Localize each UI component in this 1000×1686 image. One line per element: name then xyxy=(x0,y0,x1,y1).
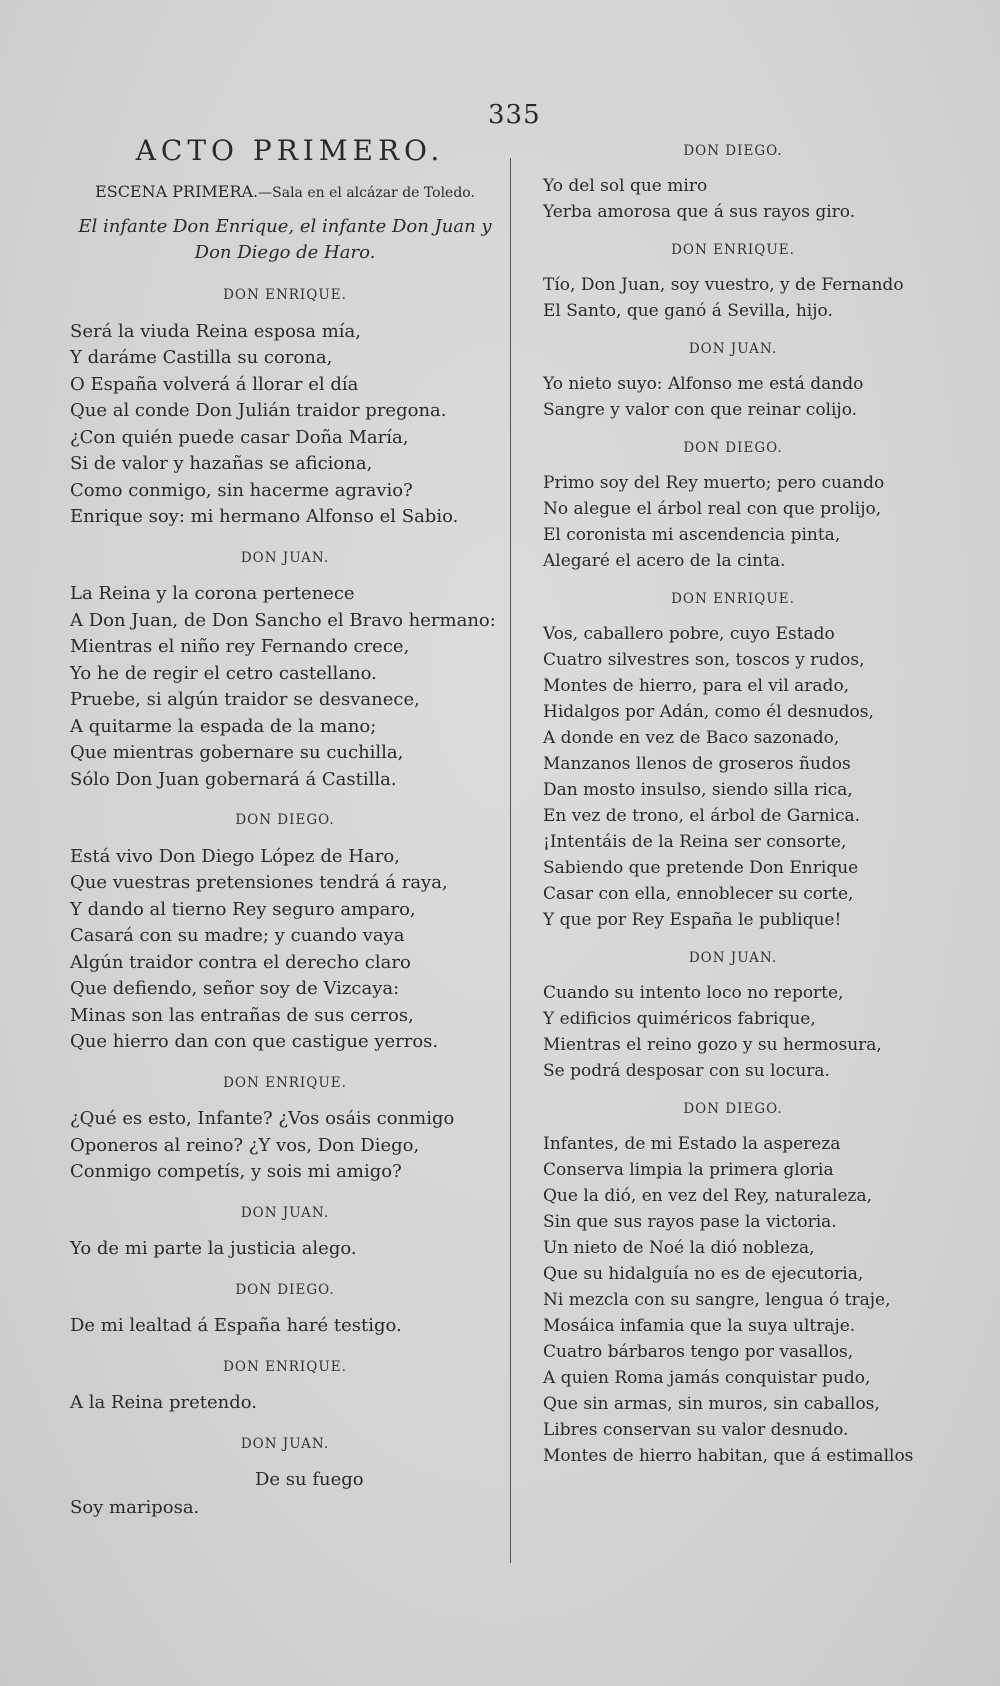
verse-line: Ni mezcla con su sangre, lengua ó traje, xyxy=(543,1290,891,1310)
verse-block xyxy=(70,1106,500,1186)
verse-line: Primo soy del Rey muerto; pero cuando xyxy=(543,473,885,493)
verse-line: Libres conservan su valor desnudo. xyxy=(543,1420,849,1440)
speaker-name: DON ENRIQUE. xyxy=(223,287,347,303)
verse-line: Montes de hierro habitan, que á estimallos xyxy=(543,1446,914,1466)
verse-line: Alegaré el acero de la cinta. xyxy=(543,551,786,571)
verse-block xyxy=(70,1467,500,1523)
verse-line: Que vuestras pretensiones tendrá á raya, xyxy=(70,872,448,893)
speaker-name: DON DIEGO. xyxy=(235,812,335,828)
verse-block xyxy=(543,173,923,225)
verse-line: Oponeros al reino? ¿Y vos, Don Diego, xyxy=(70,1134,420,1156)
scene-heading xyxy=(70,179,500,207)
verse-line: ¿Qué es esto, Infante? ¿Vos osáis conmigo xyxy=(70,1108,455,1129)
speaker-name: DON DIEGO. xyxy=(235,1281,335,1298)
speaker-name: DON JUAN. xyxy=(240,549,330,566)
verse-line: Que sin armas, sin muros, sin caballos, xyxy=(543,1394,880,1414)
scene-place: —Sala en el alcázar de Toledo. xyxy=(258,184,475,201)
verse-line: De su fuego xyxy=(255,1469,364,1490)
stage-line: El infante Don Enrique, el infante Don Juan y xyxy=(78,216,492,237)
speaker-name: DON DIEGO. xyxy=(683,1101,783,1117)
verse-line: Y edificios quiméricos fabrique, xyxy=(543,1009,816,1029)
verse-line: Casar con ella, ennoblecer su corte, xyxy=(543,884,854,904)
speaker-name: DON JUAN. xyxy=(240,1204,330,1221)
verse-line: Pruebe, si algún traidor se desvanece, xyxy=(70,689,420,710)
verse-block xyxy=(543,470,923,574)
verse-line: Y daráme Castilla su corona, xyxy=(70,347,333,368)
verse-line: Yo he de regir el cetro castellano. xyxy=(70,662,377,684)
verse-line: No alegue el árbol real con que prolijo, xyxy=(543,499,882,519)
speaker-name: DON JUAN. xyxy=(688,341,778,357)
verse-line: Que defiendo, señor soy de Vizcaya: xyxy=(70,978,400,999)
verse-line: Mientras el reino gozo y su hermosura, xyxy=(543,1035,882,1055)
verse-block xyxy=(70,1390,500,1417)
verse-block xyxy=(70,319,500,531)
left-column xyxy=(70,134,500,1523)
verse-line: Enrique soy: mi hermano Alfonso el Sabio. xyxy=(70,506,459,527)
verse-block xyxy=(543,371,923,423)
verse-line: A Don Juan, de Don Sancho el Bravo hermano: xyxy=(70,609,496,631)
stage-direction xyxy=(70,214,500,266)
verse-line: ¿Con quién puede casar Doña María, xyxy=(70,426,409,448)
verse-line: A la Reina pretendo. xyxy=(70,1392,257,1413)
right-dialogue xyxy=(543,138,923,1469)
verse-line: Que mientras gobernare su cuchilla, xyxy=(70,742,404,763)
verse-line: Conserva limpia la primera gloria xyxy=(543,1160,834,1180)
verse-block xyxy=(70,844,500,1056)
act-title: ACTO PRIMERO. xyxy=(135,134,445,167)
verse-line: Sangre y valor con que reinar colijo. xyxy=(543,400,858,420)
verse-line: Yo de mi parte la justicia alego. xyxy=(70,1238,357,1259)
right-column xyxy=(543,138,923,1469)
verse-line: Minas son las entrañas de sus cerros, xyxy=(70,1004,414,1026)
verse-block xyxy=(70,1313,500,1340)
verse-line: Mientras el niño rey Fernando crece, xyxy=(70,636,410,657)
verse-line: Sin que sus rayos pase la victoria. xyxy=(543,1212,837,1232)
verse-line: Montes de hierro, para el vil arado, xyxy=(543,676,850,696)
verse-line: O España volverá á llorar el día xyxy=(70,373,359,395)
verse-line: Yerba amorosa que á sus rayos giro. xyxy=(543,202,856,222)
verse-line: Casará con su madre; y cuando vaya xyxy=(70,925,405,946)
speaker-name: DON ENRIQUE. xyxy=(223,1358,347,1375)
verse-block xyxy=(543,621,923,933)
verse-line: Un nieto de Noé la dió nobleza, xyxy=(543,1238,815,1258)
verse-line: Soy mariposa. xyxy=(70,1497,200,1518)
verse-line: El coronista mi ascendencia pinta, xyxy=(543,525,841,545)
speaker-name: DON ENRIQUE. xyxy=(223,1074,347,1091)
verse-line: Está vivo Don Diego López de Haro, xyxy=(70,845,400,867)
speaker-name: DON ENRIQUE. xyxy=(671,242,795,258)
speaker-name: DON JUAN. xyxy=(240,1435,330,1452)
stage-line: Don Diego de Haro. xyxy=(194,242,376,263)
speaker-name: DON DIEGO. xyxy=(683,440,783,456)
verse-line: Algún traidor contra el derecho claro xyxy=(70,951,411,973)
verse-line: La Reina y la corona pertenece xyxy=(70,583,355,604)
verse-line: Tío, Don Juan, soy vuestro, y de Fernando xyxy=(543,275,904,295)
verse-line: Cuando su intento loco no reporte, xyxy=(543,983,844,1003)
verse-line: Cuatro bárbaros tengo por vasallos, xyxy=(543,1342,854,1362)
verse-block xyxy=(543,1131,923,1469)
verse-line: A quien Roma jamás conquistar pudo, xyxy=(543,1368,871,1388)
verse-line: Yo nieto suyo: Alfonso me está dando xyxy=(543,374,864,394)
verse-line: Yo del sol que miro xyxy=(543,176,708,196)
verse-line: Que hierro dan con que castigue yerros. xyxy=(70,1031,439,1052)
verse-line: Manzanos llenos de groseros ñudos xyxy=(543,754,851,774)
verse-block xyxy=(70,581,500,793)
verse-line: Será la viuda Reina esposa mía, xyxy=(70,320,361,342)
verse-line: Se podrá desposar con su locura. xyxy=(543,1061,830,1081)
verse-block xyxy=(543,980,923,1084)
page-number: 335 xyxy=(488,100,541,130)
verse-line: ¡Intentáis de la Reina ser consorte, xyxy=(543,832,847,852)
verse-block xyxy=(543,272,923,324)
verse-line: Dan mosto insulso, siendo silla rica, xyxy=(543,780,853,800)
verse-line: Si de valor y hazañas se aficiona, xyxy=(70,453,373,474)
column-divider xyxy=(510,158,511,1563)
verse-line: Que su hidalguía no es de ejecutoria, xyxy=(543,1264,864,1284)
verse-line: Sólo Don Juan gobernará á Castilla. xyxy=(70,768,397,790)
verse-line: Vos, caballero pobre, cuyo Estado xyxy=(543,624,835,644)
verse-line: Que la dió, en vez del Rey, naturaleza, xyxy=(543,1186,873,1206)
verse-line: A quitarme la espada de la mano; xyxy=(70,715,377,737)
scene-label: ESCENA PRIMERA. xyxy=(95,181,259,201)
verse-line: Cuatro silvestres son, toscos y rudos, xyxy=(543,650,865,670)
verse-line: Y dando al tierno Rey seguro amparo, xyxy=(70,898,416,920)
left-dialogue xyxy=(70,282,500,1523)
verse-line: Sabiendo que pretende Don Enrique xyxy=(543,858,859,878)
verse-line: A donde en vez de Baco sazonado, xyxy=(543,728,840,748)
speaker-name: DON JUAN. xyxy=(688,950,778,966)
verse-line: Que al conde Don Julián traidor pregona. xyxy=(70,400,447,421)
verse-block xyxy=(70,1236,500,1263)
verse-line: Conmigo competís, y sois mi amigo? xyxy=(70,1161,402,1182)
verse-line: Infantes, de mi Estado la aspereza xyxy=(543,1134,841,1154)
verse-line: De mi lealtad á España haré testigo. xyxy=(70,1315,402,1336)
verse-line: Y que por Rey España le publique! xyxy=(543,910,842,930)
verse-line: El Santo, que ganó á Sevilla, hijo. xyxy=(543,301,833,321)
verse-line: Como conmigo, sin hacerme agravio? xyxy=(70,479,413,501)
verse-line: Mosáica infamia que la suya ultraje. xyxy=(543,1316,856,1336)
speaker-name: DON ENRIQUE. xyxy=(671,591,795,607)
verse-line: En vez de trono, el árbol de Garnica. xyxy=(543,806,861,826)
speaker-name: DON DIEGO. xyxy=(683,143,783,159)
verse-line: Hidalgos por Adán, como él desnudos, xyxy=(543,702,874,722)
